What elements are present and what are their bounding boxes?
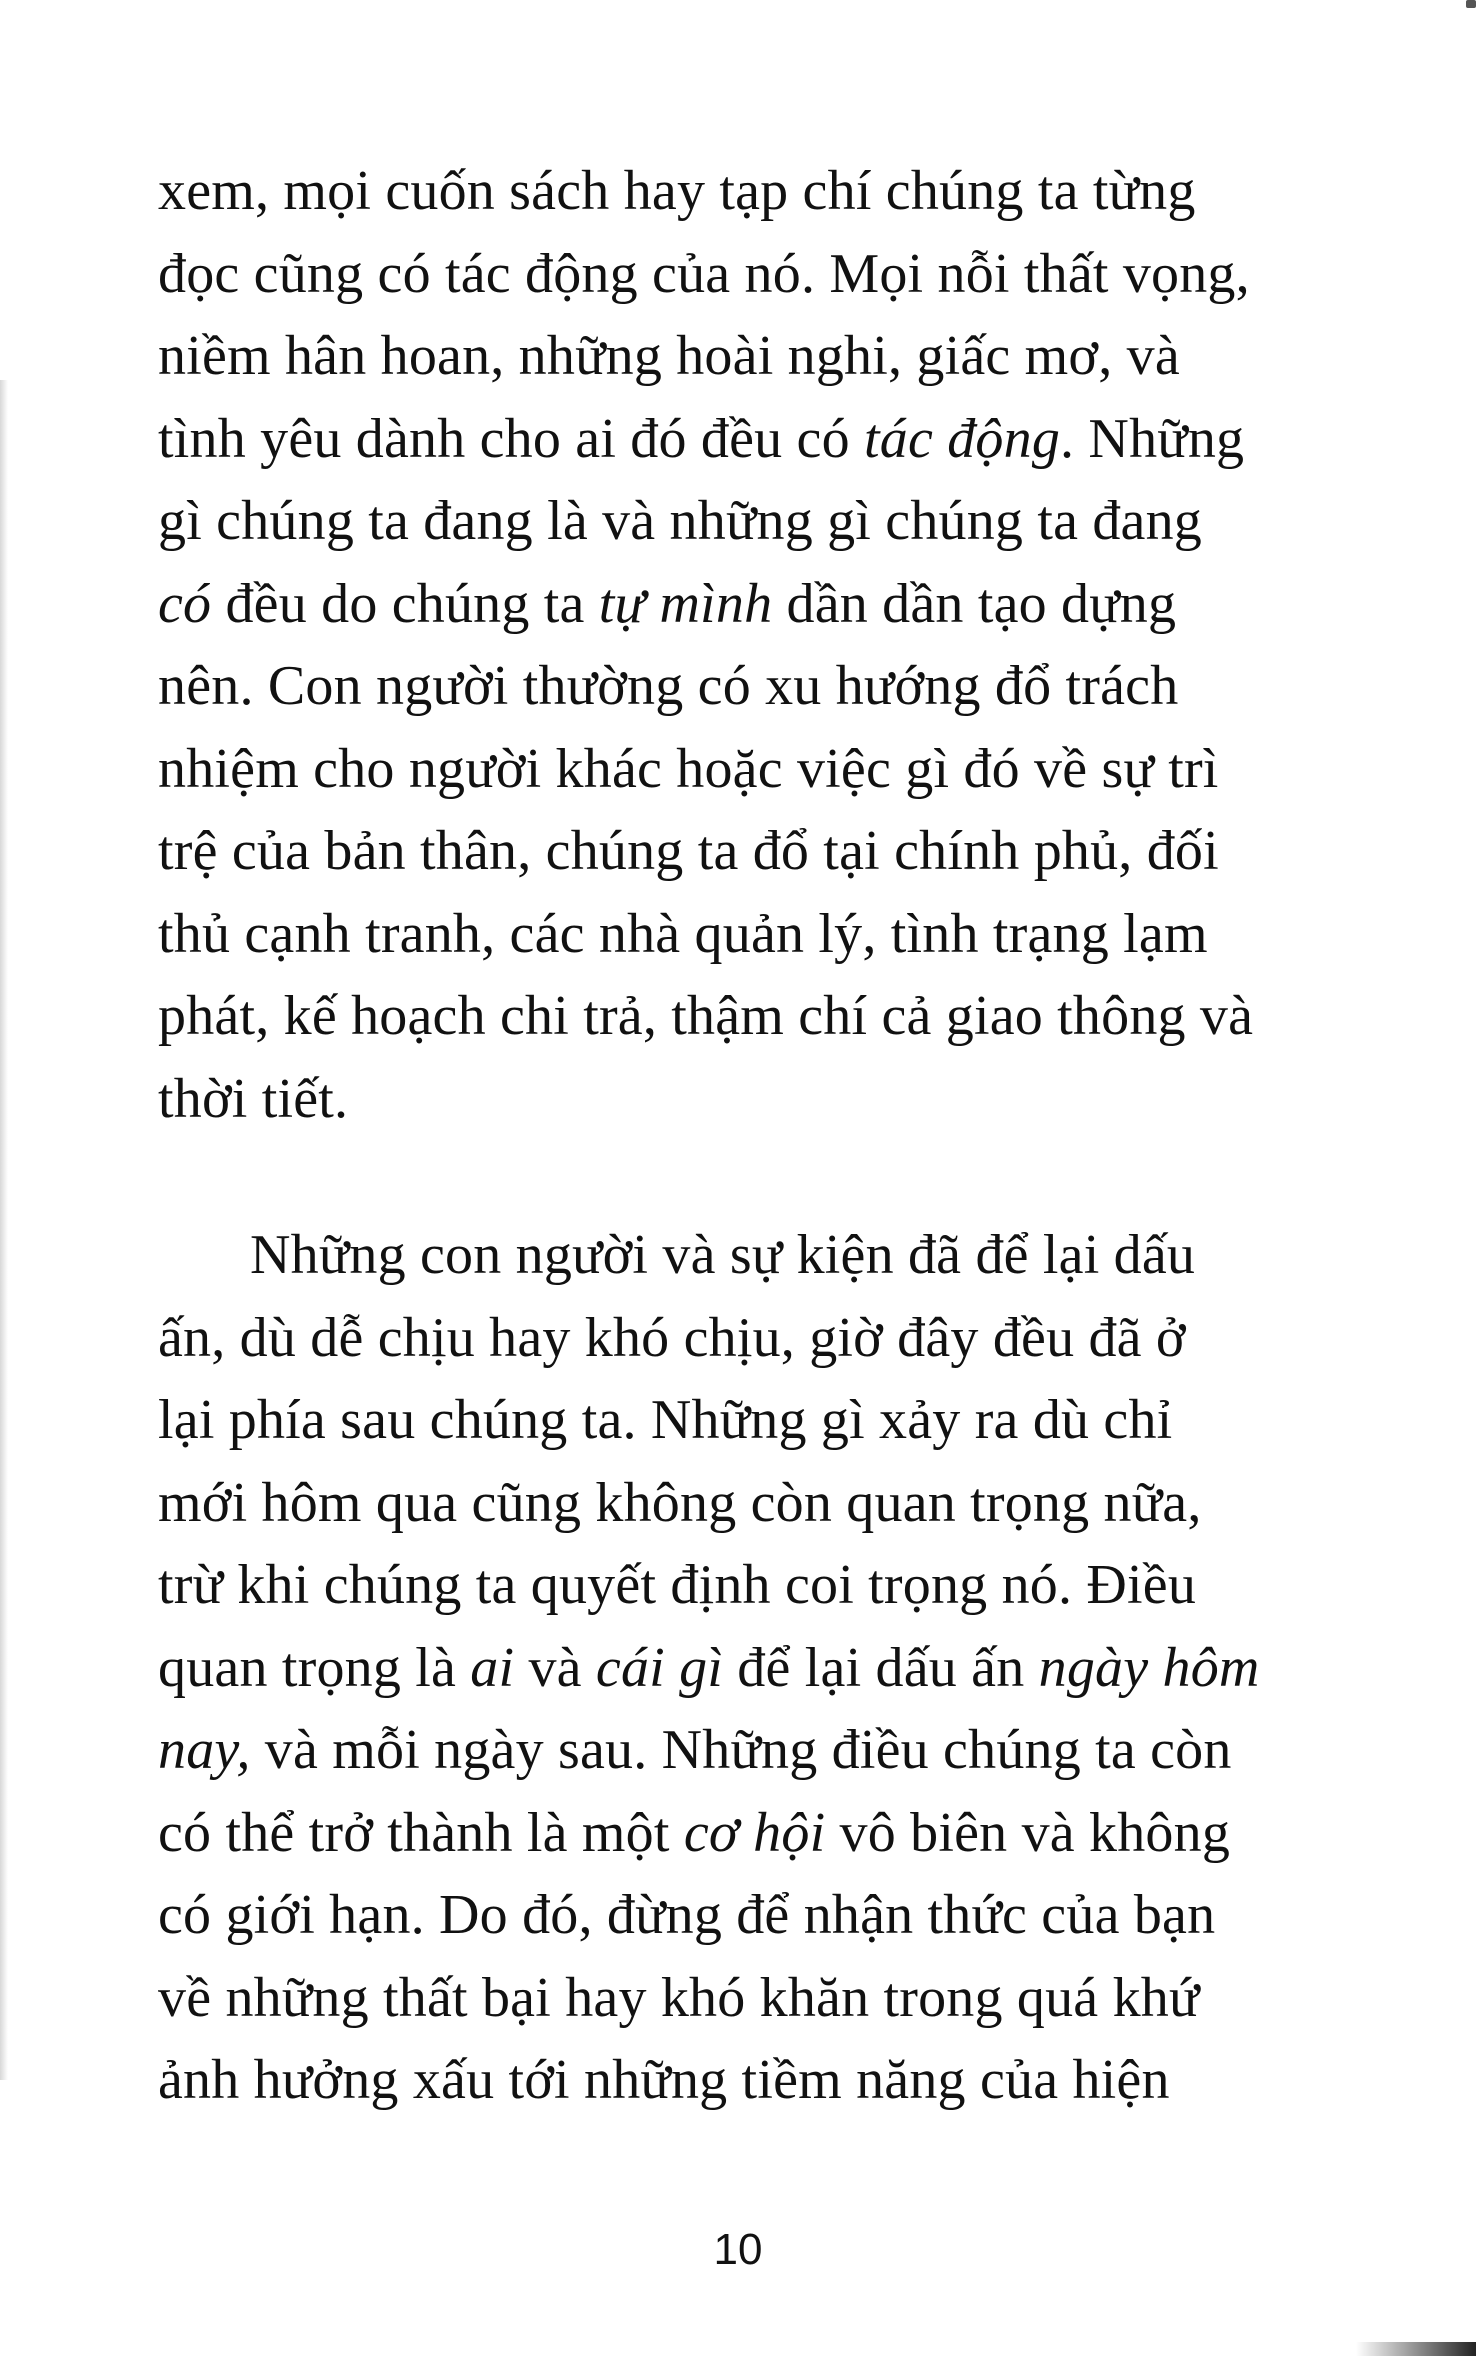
text-line: có đều do chúng ta tự mình dần dần tạo dựng [158, 572, 1177, 635]
text-line: ảnh hưởng xấu tới những tiềm năng của hiện [158, 2049, 1170, 2111]
text-line: tình yêu dành cho ai đó đều có tác động. Những [158, 407, 1245, 470]
scan-corner-mark [1466, 0, 1476, 8]
text-line: xem, mọi cuốn sách hay tạp chí chúng ta từng [158, 160, 1196, 222]
text-line: trệ của bản thân, chúng ta đổ tại chính phủ, đối [158, 820, 1219, 882]
text-line: về những thất bại hay khó khăn trong quá khứ [158, 1966, 1200, 2029]
page-binding-edge [0, 380, 8, 2080]
paragraph-1 [158, 150, 1358, 1140]
body-text [158, 150, 1358, 2122]
text-line: nhiệm cho người khác hoặc việc gì đó về sự trì [158, 737, 1219, 800]
paragraph-gap [158, 1140, 1358, 1214]
text-line: thủ cạnh tranh, các nhà quản lý, tình trạng lạm [158, 902, 1208, 965]
text-line: có giới hạn. Do đó, đừng để nhận thức của bạn [158, 1884, 1216, 1946]
text-line: thời tiết. [158, 1067, 349, 1130]
text-line: nay, và mỗi ngày sau. Những điều chúng ta còn [158, 1719, 1232, 1781]
text-line: gì chúng ta đang là và những gì chúng ta đang [158, 490, 1202, 552]
text-line: đọc cũng có tác động của nó. Mọi nỗi thất vọng, [158, 242, 1250, 305]
page-number: 10 [713, 2225, 763, 2274]
text-line: có thể trở thành là một cơ hội vô biên và không [158, 1801, 1231, 1864]
scan-bottom-edge-mark [1356, 2342, 1476, 2356]
text-line: phát, kế hoạch chi trả, thậm chí cả giao thông và [158, 985, 1254, 1047]
text-line: quan trọng là ai và cái gì để lại dấu ấn ngày hôm [158, 1636, 1260, 1699]
paragraph-2 [158, 1214, 1358, 2122]
text-line: ấn, dù dễ chịu hay khó chịu, giờ đây đều đã ở [158, 1306, 1186, 1369]
text-line: mới hôm qua cũng không còn quan trọng nữa, [158, 1471, 1202, 1534]
text-line: nên. Con người thường có xu hướng đổ trách [158, 655, 1179, 717]
text-line: niềm hân hoan, những hoài nghi, giấc mơ, và [158, 325, 1180, 387]
text-line: trừ khi chúng ta quyết định coi trọng nó. Điều [158, 1554, 1197, 1616]
text-line: lại phía sau chúng ta. Những gì xảy ra dù chỉ [158, 1389, 1173, 1451]
text-line: Những con người và sự kiện đã để lại dấu [250, 1224, 1196, 1286]
